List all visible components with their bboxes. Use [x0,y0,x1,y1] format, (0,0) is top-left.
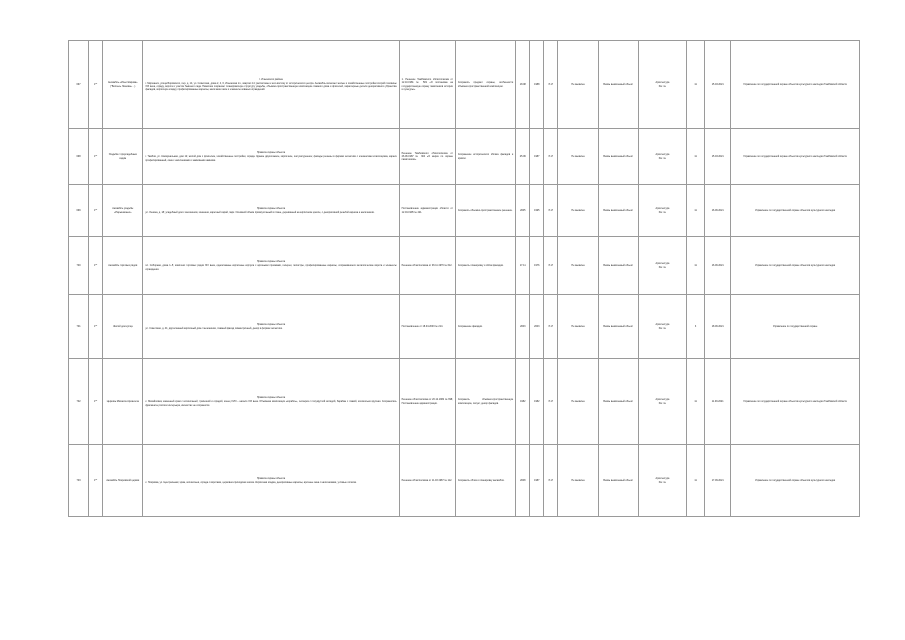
object-description [143,41,399,129]
description-text: с. Покровка, ул. Центральная; храм, колокольня, ограда с воротами, церковно-приходская школа. Кирпичная кладка, декоративные карнизы, арочные окна с наличниками, угловые лопатки. [145,481,357,484]
table-row [69,237,860,295]
decision-date: 15.03.2021 [705,129,731,185]
object-name: Усадьба с приусадебным садом [103,129,143,185]
registration-label: Рег. № [658,210,667,214]
year-cell: 1987 [530,445,544,517]
protection-subject: Сохранять предмет охраны, особенности объёмно-пространственной композиции. [455,41,515,129]
object-description [143,185,399,237]
row-index: 1** [89,185,103,237]
object-name: Церковь Михаила Архангела [103,359,143,445]
object-name: Ансамбль Покровской церкви [103,445,143,517]
kind-cell: Не выявлен [558,41,598,129]
kind-cell: Не выявлен [558,445,598,517]
description-text: г. Тамбов, ул. Коммунальная, дом 12; жилой дом с флигелем, хозяйственные постройки, ограда. Здание двухэтажное, кирпичное, оштукатуренное; фасады решены в формах эклектики с элементами классицизма, карниз профилированный, окна с наличниками и замковыми камнями. [145,155,397,162]
description-text: ул. Ленина, д. 18; усадебный дом с мезонином, конюшня, каретный сарай, парк. Основной объём прямоугольный в плане, деревянный на кирпичном цоколе, с декоративной резьбой карниза и наличников. [145,211,375,214]
authority-cell: Управление по государственной охране объектов культурного наследия [731,237,860,295]
row-number: 699 [69,185,89,237]
type-text: Архитектура [655,477,670,481]
description-text: с. Михайловка; каменный храм с колокольней, трапезной и оградой, конец XVIII – начало XIX века. Объёмная композиция «корабль», четверик с полукруглой апсидой, барабан с главой, колокольня ярусная. Сохранились фрагменты росписи интерьера, иконостас не сохранился. [145,400,397,407]
date-cell: 2003 [516,295,530,359]
row-index: 1** [89,445,103,517]
type-text: Архитектура [655,262,670,266]
row-index: 1** [89,295,103,359]
description-text: пл. Соборная, дома 1–5; комплекс торговых рядов XIX века, одноэтажные кирпичные корпуса с арочными проёмами, галереи, пилястры, профилированные карнизы, сохранившиеся металлические ворота и элементы ограждения. [145,264,397,271]
year-cell: 1988 [530,41,544,129]
document-ref: Решение облисполкома от 20.12.1982 № 698; Постановление администрации. [399,359,455,445]
object-description [143,237,399,295]
row-index: 1** [89,237,103,295]
object-name: Жилой дом купца [103,295,143,359]
document-ref: Постановление от 18.04.2003 № 214. [399,295,455,359]
kind-cell: Не выявлен [558,295,598,359]
table-row [69,129,860,185]
category-cell: Вновь выявленный объект [598,237,638,295]
type-text: Архитектура [655,153,670,157]
description-heading: Правила охраны объекта [256,151,286,155]
row-number: 702 [69,359,89,445]
authority-cell: Управление по государственной охране [731,295,860,359]
type-cell [638,445,686,517]
object-description [143,295,399,359]
year-cell: 1982 [530,359,544,445]
type-text: Архитектура [655,81,670,85]
code-cell: Р–Р [544,41,558,129]
decision-date: 11.09.2021 [705,359,731,445]
row-index: 1** [89,41,103,129]
row-number: 698 [69,129,89,185]
registration-label: Рег. № [658,84,667,88]
description-heading: Правила охраны объекта [256,396,286,400]
row-number: 703 [69,445,89,517]
date-cell: 2008 [516,445,530,517]
table-row [69,295,860,359]
kind-cell: Не выявлен [558,359,598,445]
object-name: Ансамбль «Ильи Жарова» ("Волчья» Ляшова» ...) [103,41,143,129]
description-text: г. Моршанск, улица Воровского, пер. д. 14, ул. Советская, дома 2, 4, 6, Ильинская пл., квартал 14; расположен к юго-востоку от исторического центра. Ансамбль включает жилые и хозяйственные постройки второй половины XIX века, ограду, ворота и участок бывшего сада. Памятник сохраняет планировочную структуру усадьбы, объёмно-пространственную композицию главного дома и флигелей, характерные детали декоративного убранства фасадов, кирпичную кладку, профилированные карнизы, наличники окон и элементы кованых ограждений. [145,81,397,92]
type-cell [638,129,686,185]
date-cell: 1982 [516,359,530,445]
document-ref: Решение облисполкома от 11.03.1987 № 112. [399,445,455,517]
object-description [143,359,399,445]
decision-date: 18.06.2021 [705,295,731,359]
object-name: Ансамбль усадьбы «Нарышкиных» [103,185,143,237]
code-cell: Р–Р [544,237,558,295]
register-table-sheet [68,40,860,550]
document-ref: Решение облисполкома от 06.11.1976 № 612. [399,237,455,295]
category-cell: Вновь выявленный объект [598,185,638,237]
category-cell: Вновь выявленный объект [598,41,638,129]
row-index: 1** [89,359,103,445]
protection-subject: Сохранить планировку и облик фасадов. [455,237,515,295]
type-cell [638,295,686,359]
row-number: 697 [69,41,89,129]
date-cell: 18.08 [516,41,530,129]
kind-cell: Не выявлен [558,237,598,295]
year-cell: 2003 [530,295,544,359]
code-cell: Р–Р [544,185,558,237]
protection-subject: Сохранение фасадов. [455,295,515,359]
protection-subject: Сохранение исторического облика фасадов и кровли. [455,129,515,185]
authority-cell: Управление по государственной охране объектов культурного наследия [731,185,860,237]
document-ref: 1. Решение Тамбовского облисполкома от 12.10.1981 № 581 «О постановке на государственную охрану памятников истории и культуры». [399,41,455,129]
code-cell: Р–Р [544,129,558,185]
code-cell: Р–Р [544,295,558,359]
table-row [69,445,860,517]
number-cell: 11 [687,41,705,129]
decision-date: 16.06.2021 [705,185,731,237]
number-cell: 11 [687,237,705,295]
row-number: 701 [69,295,89,359]
row-number: 700 [69,237,89,295]
description-text: ул. Советская, д. 41; двухэтажный кирпичный дом с мезонином, главный фасад симметричный, декор в формах эклектики. [145,327,283,330]
table-row [69,41,860,129]
protection-subject: Сохранить объёмно-пространственную композицию, силуэт, декор фасадов. [455,359,515,445]
description-heading: I. Ильинского района [259,77,283,81]
type-text: Архитектура [655,323,670,327]
description-heading: Правила охраны объекта [256,476,286,480]
number-cell: 11 [687,185,705,237]
type-cell [638,185,686,237]
type-text: Архитектура [655,207,670,211]
row-index: 1** [89,129,103,185]
number-cell: 11 [687,445,705,517]
decision-date: 15.03.2021 [705,41,731,129]
authority-cell: Управление по государственной охране объектов культурного наследия [731,445,860,517]
number-cell: 11 [687,129,705,185]
date-cell: 17.11 [516,237,530,295]
type-text: Архитектура [655,398,670,402]
object-name: Ансамбль торговых рядов [103,237,143,295]
decision-date: 16.06.2021 [705,237,731,295]
type-cell [638,359,686,445]
authority-cell: Управление по государственной охране объектов культурного наследия Тамбовской области [731,359,860,445]
type-cell [638,41,686,129]
category-cell: Вновь выявленный объект [598,295,638,359]
description-heading: Правила охраны объекта [256,322,286,326]
date-cell: 2005 [516,185,530,237]
object-description [143,445,399,517]
number-cell: 3 [687,295,705,359]
document-ref: Решение Тамбовского облисполкома от 26.06.1987 № 304 «О мерах по охране памятников». [399,129,455,185]
registration-label: Рег. № [658,326,667,330]
code-cell: Р–Р [544,359,558,445]
heritage-register-table [68,40,860,517]
protection-subject: Сохранить облик и планировку ансамбля. [455,445,515,517]
table-row [69,185,860,237]
table-row [69,359,860,445]
code-cell: Р–Р [544,445,558,517]
registration-label: Рег. № [658,480,667,484]
year-cell: 1995 [530,185,544,237]
type-cell [638,237,686,295]
registration-label: Рег. № [658,265,667,269]
object-description [143,129,399,185]
kind-cell: Не выявлен [558,129,598,185]
document-ref: Постановление администрации области от 12.04.1995 № 421. [399,185,455,237]
authority-cell: Управление по государственной охране объектов культурного наследия Тамбовской области [731,41,860,129]
protection-subject: Сохранять объёмно-пространственное решение. [455,185,515,237]
authority-cell: Управление по государственной охране объектов культурного наследия Тамбовской области [731,129,860,185]
description-heading: Правила охраны объекта [256,260,286,264]
year-cell: 1987 [530,129,544,185]
date-cell: 25.06 [516,129,530,185]
registration-label: Рег. № [658,401,667,405]
decision-date: 17.09.2021 [705,445,731,517]
kind-cell: Не выявлен [558,185,598,237]
year-cell: 1976 [530,237,544,295]
category-cell: Вновь выявленный объект [598,359,638,445]
registration-label: Рег. № [658,156,667,160]
number-cell: 11 [687,359,705,445]
category-cell: Вновь выявленный объект [598,129,638,185]
category-cell: Вновь выявленный объект [598,445,638,517]
description-heading: Правила охраны объекта [256,206,286,210]
